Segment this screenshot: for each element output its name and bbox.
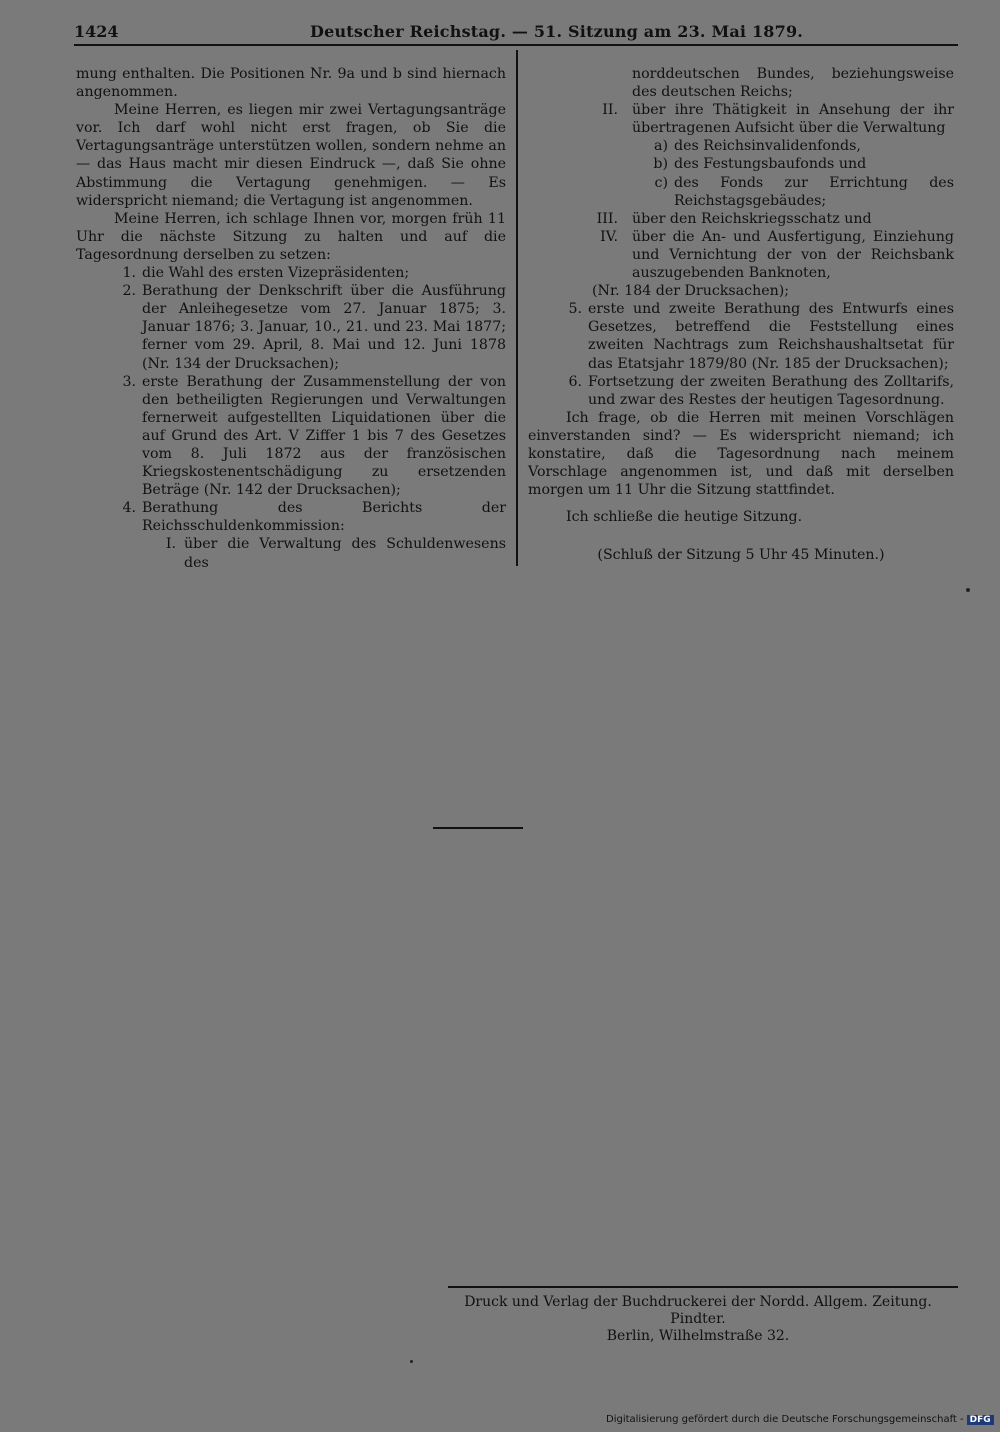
sub-item (528, 228, 954, 282)
page-header (74, 22, 956, 44)
sub-text: über ihre Thätigkeit in Ansehung der ihr übertragenen Aufsicht über die Verwaltung (632, 102, 954, 137)
credit-text: Digitalisierung gefördert durch die Deutsche Forschungsgemeinschaft - (606, 1414, 964, 1425)
sub-sub-text: des Festungsbaufonds und (674, 156, 867, 173)
footer-rule (448, 1286, 958, 1288)
print-speck (410, 1360, 413, 1363)
sub-item (528, 101, 954, 137)
agenda-item (528, 373, 954, 409)
section-separator (433, 827, 523, 829)
item-text: Fortsetzung der zweiten Berathung des Zolltarifs, und zwar des Restes der heutigen Tagesordnung. (588, 373, 954, 408)
sub-number: I. (165, 536, 176, 553)
sub-text: über die An- und Ausfertigung, Einziehung und Vernichtung der von der Reichsbank auszugebenden Banknoten, (632, 228, 954, 282)
sub-sub-item (528, 137, 954, 155)
session-end-note: (Schluß der Sitzung 5 Uhr 45 Minuten.) (597, 547, 885, 564)
dfg-logo: DFG (967, 1415, 994, 1425)
paragraph: Meine Herren, es liegen mir zwei Vertagungsanträge vor. Ich darf wohl nicht erst fragen, ob Sie die Vertagungsanträge unterstützen wollen, sondern nehme an — das Haus macht mir diesen Eindruck —, daß Sie ohne Abstimmung die Vertagung genehmigen. — Es widerspricht niemand; die Vertagung ist angenommen. (76, 102, 506, 209)
item-text: erste Berathung der Zusammenstellung der von den betheiligten Regierungen und Verwaltungen fernerweit aufgestellten Liquidationen über die auf Grund des Art. V Ziffer 1 bis 7 des Gesetzes vom 8. Juli 1872 aus der französischen Kriegskostenentschädigung zu ersetzenden Beträge (Nr. 142 der Drucksachen); (142, 373, 506, 499)
header-rule (74, 44, 958, 46)
agenda-item (76, 282, 506, 372)
paragraph: mung enthalten. Die Positionen Nr. 9a und b sind hiernach angenommen. (76, 66, 506, 101)
right-column (528, 65, 954, 564)
print-speck (966, 588, 970, 592)
item-text: erste und zweite Berathung des Entwurfs eines Gesetzes, betreffend die Feststellung eines zweiten Nachtrags zum Reichshaushaltsetat für das Etatsjahr 1879/80 (Nr. 185 der Drucksachen); (588, 301, 954, 372)
sub-sub-item (528, 174, 954, 210)
item-number: 5. (568, 301, 582, 318)
item-number: 1. (122, 265, 136, 282)
imprint (448, 1294, 948, 1345)
sub-number: II. (602, 102, 618, 119)
sub-sub-label: c) (654, 174, 668, 191)
imprint-line: Berlin, Wilhelmstraße 32. (606, 1328, 790, 1344)
item-number: 2. (122, 283, 136, 300)
paragraph: Ich frage, ob die Herren mit meinen Vorschlägen einverstanden sind? — Es widerspricht niemand; ich konstatire, daß die Tagesordnung nach meinem Vorschlage angenommen ist, und daß mit derselben morgen um 11 Uhr die Sitzung stattfindet. (528, 409, 954, 499)
item-text: Berathung des Berichts der Reichsschuldenkommission: (142, 500, 506, 535)
paragraph: Ich schließe die heutige Sitzung. (566, 509, 803, 526)
item-text: Berathung der Denkschrift über die Ausführung der Anleihegesetze vom 27. Januar 1875; 3. Januar 1876; 3. Januar, 10., 21. und 23. Mai 1877; ferner vom 29. April, 8. Mai und 12. Juni 1878 (Nr. 134 der Drucksachen); (142, 283, 506, 372)
continuation-text: norddeutschen Bundes, beziehungsweise des deutschen Reichs; (632, 66, 954, 101)
sub-text: über die Verwaltung des Schuldenwesens des (184, 536, 506, 571)
left-column (76, 65, 506, 572)
imprint-line: Druck und Verlag der Buchdruckerei der Nordd. Allgem. Zeitung. Pindter. (464, 1294, 932, 1327)
item-text: die Wahl des ersten Vizepräsidenten; (142, 265, 410, 282)
sub-sub-text: des Reichsinvalidenfonds, (674, 138, 861, 155)
sub-sub-label: a) (654, 138, 668, 155)
agenda-item (528, 300, 954, 372)
sub-text: über den Reichskriegsschatz und (632, 210, 872, 227)
digitization-credit (606, 1414, 994, 1425)
sub-item (528, 210, 954, 228)
agenda-item (76, 373, 506, 500)
paragraph: Meine Herren, ich schlage Ihnen vor, morgen früh 11 Uhr die nächste Sitzung zu halten und auf die Tagesordnung derselben zu setzen: (76, 210, 506, 263)
sub-number: III. (596, 210, 618, 227)
item-number: 6. (568, 373, 582, 390)
sub-sub-item (528, 155, 954, 173)
sub-sub-text: des Fonds zur Errichtung des Reichstagsgebäudes; (674, 174, 954, 209)
sub-sub-label: b) (653, 156, 668, 173)
item-number: 3. (122, 373, 136, 390)
page-number: 1424 (74, 22, 119, 41)
sub-number: IV. (600, 228, 618, 245)
column-divider (516, 50, 518, 566)
running-title: Deutscher Reichstag. — 51. Sitzung am 23. Mai 1879. (310, 22, 804, 41)
agenda-item (76, 499, 506, 535)
sub-item (76, 535, 506, 571)
agenda-item (76, 264, 506, 282)
item-number: 4. (122, 500, 136, 517)
reference-text: (Nr. 184 der Drucksachen); (592, 283, 790, 300)
